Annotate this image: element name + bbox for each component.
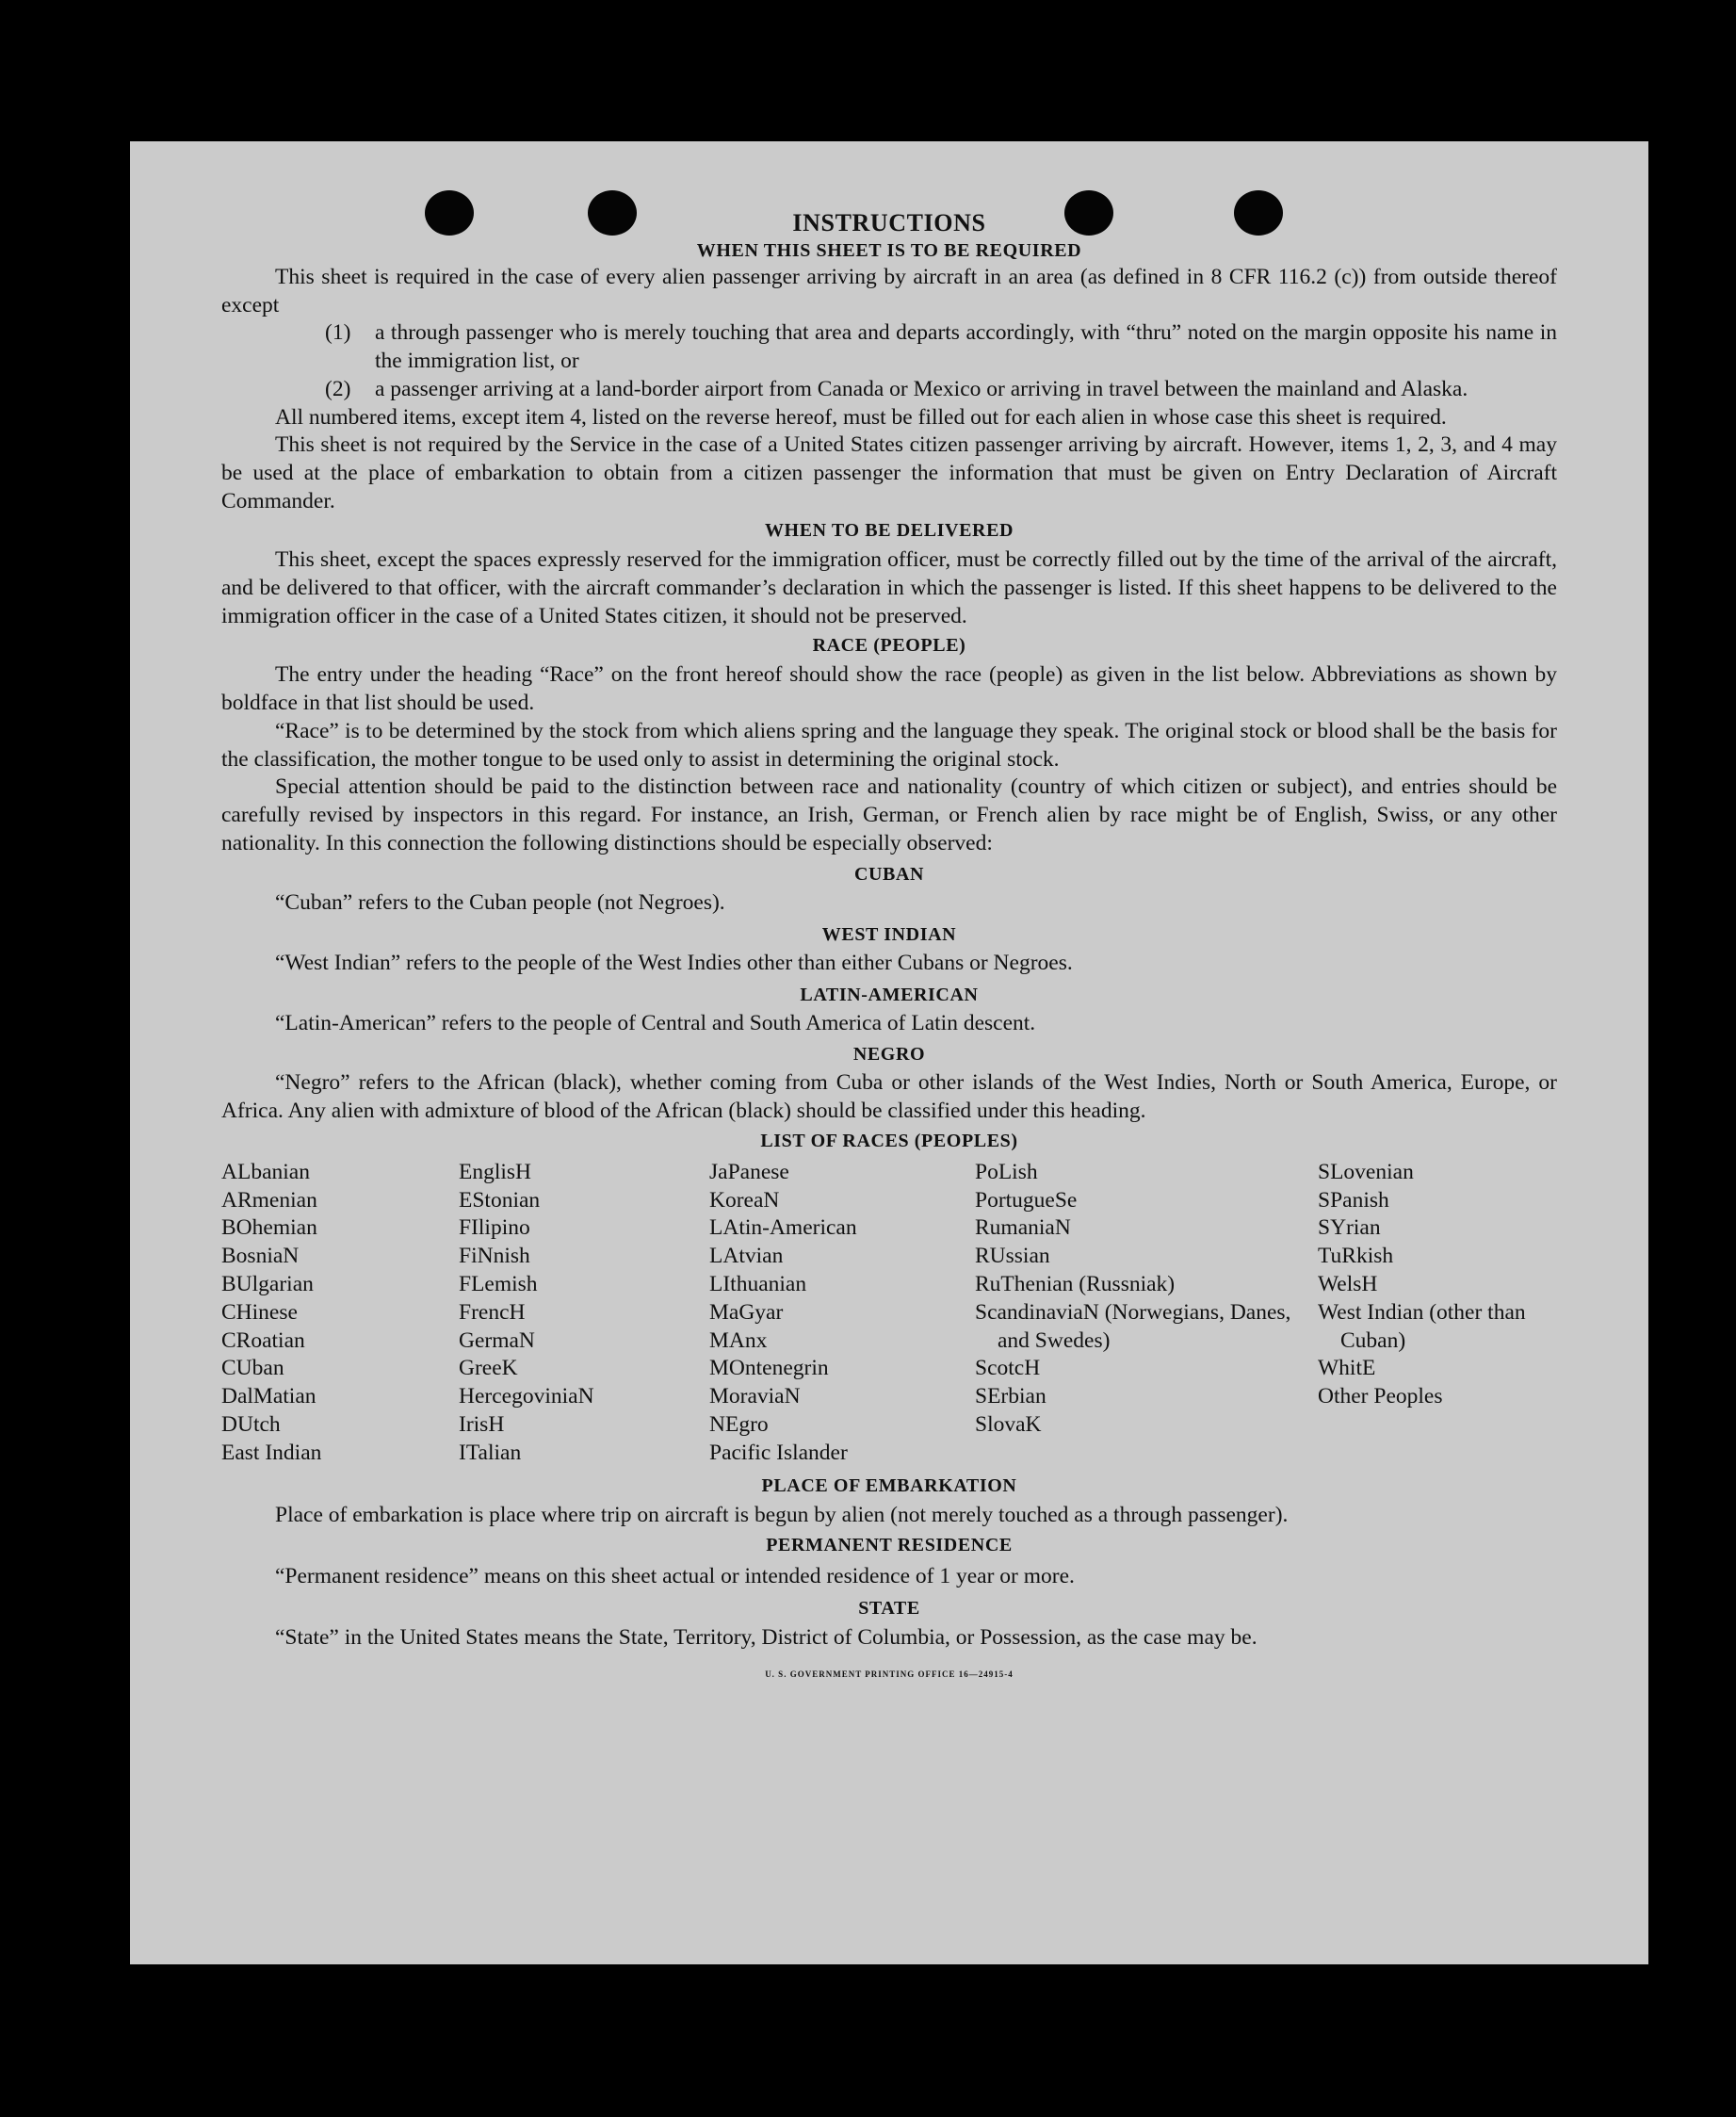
race-item: Pacific Islander	[709, 1440, 848, 1465]
race-item: WelsH	[1318, 1272, 1378, 1297]
race-item: SErbian	[975, 1384, 1046, 1409]
document-sheet	[130, 141, 1648, 1964]
section-heading: LIST OF RACES (PEOPLES)	[760, 1130, 1018, 1151]
race-item: LAtvian	[709, 1244, 784, 1269]
race-item: LIthuanian	[709, 1272, 807, 1297]
list-item	[325, 319, 1557, 375]
section-heading: LATIN-AMERICAN	[800, 984, 979, 1005]
paragraph: “State” in the United States means the State, Territory, District of Columbia, or Possession, as the case may be.	[275, 1625, 1257, 1651]
race-item: PortugueSe	[975, 1187, 1078, 1213]
paragraph: “Latin-American” refers to the people of Central and South America of Latin descent.	[275, 1010, 1036, 1035]
race-item: WhitE	[1318, 1356, 1376, 1381]
race-item: ARmenian	[221, 1187, 317, 1213]
race-item: West Indian (other than Cuban)	[1318, 1299, 1526, 1353]
race-item: LAtin-American	[709, 1215, 857, 1241]
race-item: FIlipino	[459, 1215, 530, 1241]
section-heading: WHEN TO BE DELIVERED	[764, 520, 1014, 542]
paragraph: The entry under the heading “Race” on the front hereof should show the race (people) as given in the list below. Abbreviations as shown by boldface in that list should be used.	[221, 662, 1557, 716]
section-heading: PLACE OF EMBARKATION	[761, 1474, 1017, 1496]
paragraph: “Cuban” refers to the Cuban people (not Negroes).	[275, 890, 725, 916]
race-item: CUban	[221, 1356, 284, 1381]
race-item: ITalian	[459, 1440, 522, 1465]
paragraph: Special attention should be paid to the distinction between race and nationality (country of which citizen or subject), and entries should be carefully revised by inspectors in this regard. For instance, an Irish, German, or French alien by race might be of English, Swiss, or any other nationality. In this connection the following distinctions should be especially observed:	[221, 774, 1557, 855]
race-column	[221, 1159, 459, 1468]
race-item: SPanish	[1318, 1187, 1389, 1213]
race-item: CRoatian	[221, 1327, 305, 1353]
race-item: NEgro	[709, 1412, 769, 1438]
race-item: RuThenian (Russniak)	[975, 1272, 1176, 1297]
race-item: FrencH	[459, 1299, 526, 1325]
page-title: INSTRUCTIONS	[792, 209, 986, 236]
paragraph: “Permanent residence” means on this sheet actual or intended residence of 1 year or more.	[275, 1563, 1075, 1588]
section-heading: WHEN THIS SHEET IS TO BE REQUIRED	[696, 240, 1082, 261]
race-item: GreeK	[459, 1356, 518, 1381]
paragraph: This sheet, except the spaces expressly reserved for the immigration officer, must be correctly filled out by the time of the arrival of the aircraft, and be delivered to that officer, with the aircraft commander’s declaration in which the passenger is listed. If this sheet happens to be delivered to the immigration officer in the case of a United States citizen, it should not be preserved.	[221, 547, 1557, 628]
race-item: SYrian	[1318, 1215, 1381, 1241]
race-item: East Indian	[221, 1440, 322, 1465]
race-item: EnglisH	[459, 1159, 532, 1184]
race-item: PoLish	[975, 1159, 1038, 1184]
race-item: FiNnish	[459, 1244, 530, 1269]
race-column	[459, 1159, 709, 1468]
section-heading: CUBAN	[853, 864, 925, 886]
race-column	[975, 1159, 1318, 1468]
race-item: BOhemian	[221, 1215, 317, 1241]
race-item: EStonian	[459, 1187, 541, 1213]
race-item: RumaniaN	[975, 1215, 1071, 1241]
section-heading: WEST INDIAN	[821, 924, 957, 946]
list-item	[325, 376, 1557, 404]
item-text: a passenger arriving at a land-border airport from Canada or Mexico or arriving in travel between the mainland and Alaska.	[375, 376, 1468, 401]
item-number: (1)	[325, 320, 351, 346]
race-item: SLovenian	[1318, 1159, 1414, 1184]
race-item: KoreaN	[709, 1187, 780, 1213]
race-item: MAnx	[709, 1327, 768, 1353]
race-column	[709, 1159, 975, 1468]
paragraph: “Race” is to be determined by the stock from which aliens spring and the language they speak. The original stock or blood shall be the basis for the classification, the mother tongue to be used only to assist in determining the original stock.	[221, 718, 1557, 772]
race-item: ALbanian	[221, 1159, 310, 1184]
race-item: ScotcH	[975, 1356, 1041, 1381]
race-list	[221, 1159, 1557, 1468]
race-item: DUtch	[221, 1412, 281, 1438]
race-item: BUlgarian	[221, 1272, 314, 1297]
race-item: TuRkish	[1318, 1244, 1394, 1269]
section-heading: RACE (PEOPLE)	[812, 635, 966, 657]
race-item: FLemish	[459, 1272, 538, 1297]
race-item: MoraviaN	[709, 1384, 801, 1409]
paragraph: Place of embarkation is place where trip on aircraft is begun by alien (not merely touched as a through passenger).	[275, 1502, 1289, 1527]
race-item: Other Peoples	[1318, 1384, 1443, 1409]
item-number: (2)	[325, 376, 351, 401]
printing-office-footer: U. S. GOVERNMENT PRINTING OFFICE 16—24915-4	[765, 1669, 1014, 1680]
race-item: GermaN	[459, 1327, 535, 1353]
paragraph: This sheet is required in the case of every alien passenger arriving by aircraft in an area (as defined in 8 CFR 116.2 (c)) from outside thereof except	[221, 265, 1557, 318]
race-item: BosniaN	[221, 1244, 300, 1269]
race-item: IrisH	[459, 1412, 505, 1438]
paragraph: “Negro” refers to the African (black), whether coming from Cuba or other islands of the West Indies, North or South America, Europe, or Africa. Any alien with admixture of blood of the African (black) should be classified under this heading.	[221, 1070, 1557, 1124]
race-item: RUssian	[975, 1244, 1050, 1269]
instructions-content	[221, 209, 1557, 1689]
race-item: MOntenegrin	[709, 1356, 829, 1381]
race-item: CHinese	[221, 1299, 298, 1325]
item-text: a through passenger who is merely touching that area and departs accordingly, with “thru” noted on the margin opposite his name in the immigration list, or	[375, 320, 1557, 374]
paragraph: “West Indian” refers to the people of the West Indies other than either Cubans or Negroes.	[275, 951, 1073, 976]
paragraph: This sheet is not required by the Service in the case of a United States citizen passenger arriving by aircraft. However, items 1, 2, 3, and 4 may be used at the place of embarkation to obtain from a citizen passenger the information that must be given on Entry Declaration of Aircraft Commander.	[221, 432, 1557, 513]
section-heading: STATE	[858, 1598, 920, 1620]
race-item: DalMatian	[221, 1384, 316, 1409]
paragraph: All numbered items, except item 4, listed on the reverse hereof, must be filled out for each alien in whose case this sheet is required.	[275, 404, 1447, 430]
section-heading: NEGRO	[852, 1044, 926, 1066]
race-column	[1318, 1159, 1557, 1468]
race-item: JaPanese	[709, 1159, 789, 1184]
race-item: HercegoviniaN	[459, 1384, 594, 1409]
race-item: SlovaK	[975, 1412, 1042, 1438]
race-item: ScandinaviaN (Norwegians, Danes, and Swedes)	[975, 1299, 1291, 1353]
race-item: MaGyar	[709, 1299, 784, 1325]
section-heading: PERMANENT RESIDENCE	[766, 1534, 1013, 1555]
